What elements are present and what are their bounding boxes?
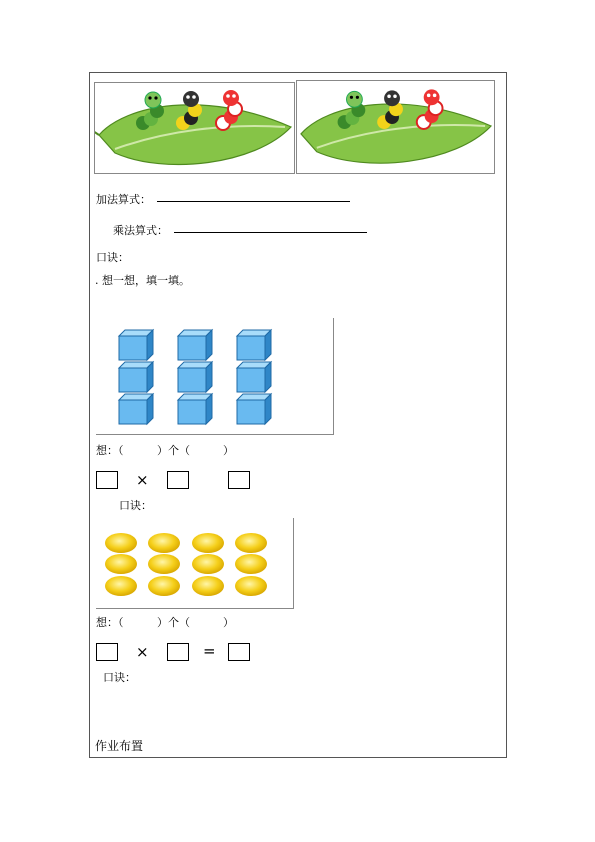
caterpillar-picture-left bbox=[94, 82, 295, 174]
homework-label: 作业布置 bbox=[95, 739, 144, 753]
answer-box-2c[interactable] bbox=[228, 643, 250, 661]
answer-box-1a[interactable] bbox=[96, 471, 118, 489]
instruction-text: . 想一想，填一填。 bbox=[95, 274, 190, 287]
answer-box-1c[interactable] bbox=[228, 471, 250, 489]
ge-label-2: ）个（ bbox=[157, 616, 190, 629]
answer-box-2b[interactable] bbox=[167, 643, 189, 661]
close-paren-2: ） bbox=[223, 616, 234, 629]
caterpillars-on-leaf-icon bbox=[95, 83, 294, 173]
koujue-label-2: 口诀： bbox=[119, 499, 152, 512]
ge-label-1: ）个（ bbox=[157, 444, 190, 457]
times-symbol-2: × bbox=[136, 643, 149, 661]
close-paren-1: ） bbox=[223, 444, 234, 457]
equals-symbol: = bbox=[203, 642, 216, 660]
addition-label: 加法算式： bbox=[96, 193, 151, 206]
multiplication-answer-line[interactable] bbox=[174, 232, 367, 233]
answer-box-2a[interactable] bbox=[96, 643, 118, 661]
beans-picture bbox=[96, 518, 294, 609]
koujue-label-3: 口诀： bbox=[103, 671, 136, 684]
caterpillar-picture-right bbox=[296, 80, 495, 174]
yellow-beans-icon bbox=[96, 518, 292, 607]
think-label-2: 想：（ bbox=[96, 616, 124, 629]
cubes-icon bbox=[96, 318, 332, 433]
cubes-picture bbox=[96, 318, 334, 435]
caterpillars-on-leaf-icon bbox=[297, 81, 494, 173]
multiplication-label: 乘法算式： bbox=[113, 224, 168, 237]
times-symbol-1: × bbox=[136, 471, 149, 489]
answer-box-1b[interactable] bbox=[167, 471, 189, 489]
think-label-1: 想：（ bbox=[96, 444, 124, 457]
koujue-label-1: 口诀： bbox=[96, 251, 129, 264]
addition-answer-line[interactable] bbox=[157, 201, 350, 202]
